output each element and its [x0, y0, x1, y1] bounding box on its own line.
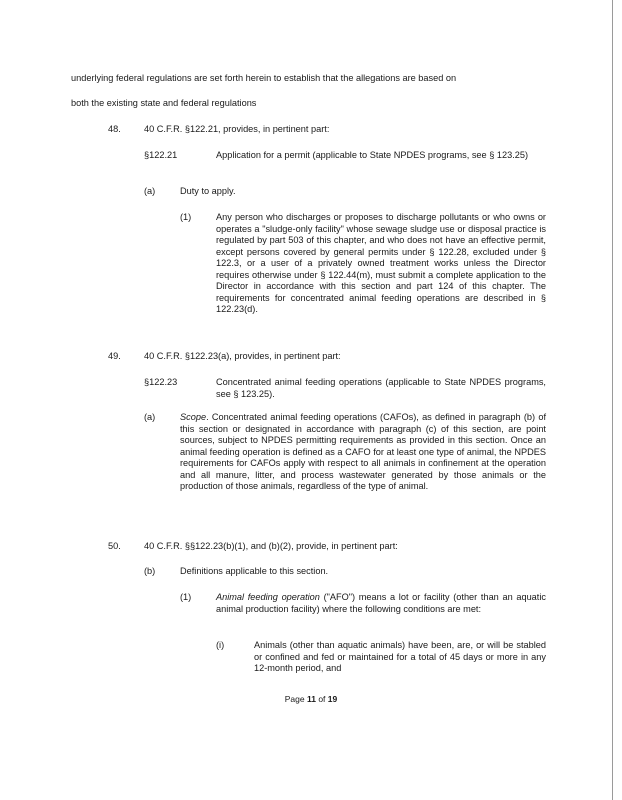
paragraph-49-heading: 40 C.F.R. §122.23(a), provides, in pertinent part:	[144, 351, 341, 361]
paragraph-48-sub-1-text: Any person who discharges or proposes to discharge pollutants or who owns or operates a "sludge-only facility" whose sewage sludge use or disposal practice is regulated by part 503 of this chapter, and who does not have an effective permit, except persons covered by general permits under § 122.28, excluded under § 122.3, or a user of a privately owned treatment works unless the Director requires otherwise under § 122.44(m), must submit a complete application to the Director in accordance with this section and part 124 of this chapter. The requirements for concentrated animal feeding operations are described in § 122.23(d).	[216, 212, 546, 314]
scope-text: . Concentrated animal feeding operations (CAFOs), as defined in paragraph (b) of this section or designated in accordance with paragraph (c) of this section, are point sources, subject to NPDES permitting requirements as provided in this section. Once an animal feeding operation is defined as a CAFO for at least one type of animal, the NPDES requirements for CAFOs apply with respect to all animals in confinement at the operation and all manure, litter, and process wastewater generated by those animals or the production of those animals, regardless of the type of animal.	[180, 412, 546, 491]
paragraph-50-sub-b-label: (b)	[144, 566, 156, 576]
paragraph-49-sub-a	[180, 412, 546, 493]
paragraph-50-sub-b-text: Definitions applicable to this section.	[180, 566, 329, 576]
paragraph-49-section-ref: §122.23	[144, 377, 178, 387]
page-of-label: of	[315, 694, 328, 704]
paragraph-50-heading: 40 C.F.R. §§122.23(b)(1), and (b)(2), provide, in pertinent part:	[144, 541, 398, 551]
scope-term: Scope	[180, 412, 207, 422]
paragraph-50-sub-i-label: (i)	[216, 640, 225, 650]
afo-text: ("AFO") means a lot or facility (other than an aquatic animal production facility) where the following conditions are met:	[216, 592, 546, 614]
paragraph-50-sub-i-text: Animals (other than aquatic animals) have been, are, or will be stabled or confined and fed or maintained for a total of 45 days or more in any 12-month period, and	[254, 640, 546, 673]
page-label: Page	[284, 694, 307, 704]
paragraph-50-sub-1	[216, 592, 546, 615]
paragraph-49-sub-a-label: (a)	[144, 412, 156, 422]
current-page-number: 11	[306, 694, 316, 704]
paragraph-48-section-ref: §122.21	[144, 150, 178, 160]
paragraph-50-sub-1-label: (1)	[180, 592, 192, 602]
paragraph-48-section-title: Application for a permit (applicable to State NPDES programs, see § 123.25)	[216, 150, 529, 160]
paragraph-49-section-title: Concentrated animal feeding operations (applicable to State NPDES programs, see § 123.25).	[216, 377, 546, 399]
scan-edge-line	[612, 0, 613, 800]
total-page-number: 19	[327, 694, 338, 704]
paragraph-48-heading: 40 C.F.R. §122.21, provides, in pertinent part:	[144, 124, 330, 134]
intro-line-1: underlying federal regulations are set forth herein to establish that the allegations are based on	[71, 73, 457, 83]
afo-term: Animal feeding operation	[216, 592, 320, 602]
paragraph-49-number: 49.	[108, 351, 121, 361]
page-footer	[0, 694, 622, 704]
paragraph-48-sub-a-label: (a)	[144, 186, 156, 196]
paragraph-48-sub-a-text: Duty to apply.	[180, 186, 236, 196]
paragraph-48-number: 48.	[108, 124, 121, 134]
intro-line-2: both the existing state and federal regulations	[71, 98, 257, 108]
paragraph-50-number: 50.	[108, 541, 121, 551]
paragraph-48-sub-1-label: (1)	[180, 212, 192, 222]
